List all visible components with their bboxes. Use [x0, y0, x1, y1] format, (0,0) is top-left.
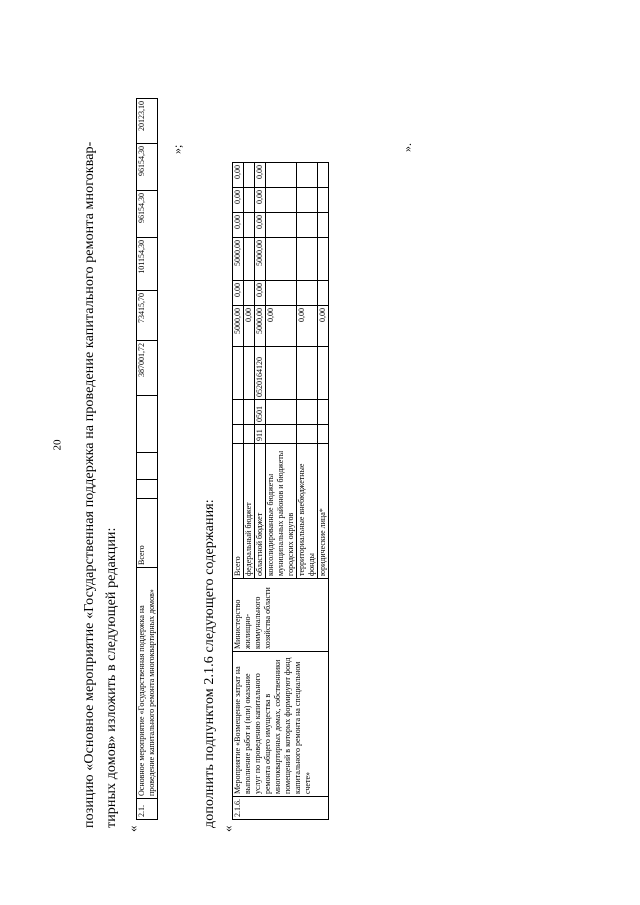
t2-csr-code: 0520164120 [255, 347, 266, 400]
table-row: федеральный бюджет 0,00 [244, 163, 255, 820]
table-position-2-1 [136, 98, 158, 820]
t2-ministry-code: 911 [255, 425, 266, 444]
t1-name: Основное мероприятие «Государственная поддержка на проведение капитального ремонта многоквартирных домов» [137, 568, 158, 799]
t1-source: Всего [137, 499, 158, 568]
t2-row-0-total: 5000,00 [233, 306, 244, 347]
t1-value-total: 387001,72 [137, 341, 158, 396]
quote-open-2: « [220, 825, 235, 832]
t2-row-2-source: областной бюджет [255, 444, 266, 579]
paragraph-2: дополнить подпунктом 2.1.6 следующего содержания: [202, 499, 217, 828]
t2-executor: Министерство жилищно-коммунального хозяйства области [233, 579, 329, 652]
rotated-page-content [72, 72, 572, 832]
table-row: консолидированные бюджеты муниципальных районов и бюджеты городских округов 0,00 [266, 163, 297, 820]
t1-value-2: 101154,30 [137, 238, 158, 291]
t2-row-4-source: территориальные внебюджетные фонды [297, 444, 318, 579]
table-row: территориальные внебюджетные фонды 0,00 [297, 163, 318, 820]
t2-num: 2.1.6. [233, 797, 329, 820]
t2-row-3-source: консолидированные бюджеты муниципальных районов и бюджеты городских округов [266, 444, 297, 579]
t1-value-3: 96154,30 [137, 191, 158, 238]
paragraph-1-line-1: позицию «Основное мероприятие «Государственная поддержка на проведение капитального ремонта многоквар- [82, 141, 97, 828]
t2-section-code: 0501 [255, 400, 266, 425]
page-number: 20 [51, 439, 64, 451]
paragraph-1-line-2: тирных домов» изложить в следующей редакции: [104, 527, 119, 828]
t2-row-0-source: Всего [233, 444, 244, 579]
t1-value-5: 20123,10 [137, 99, 158, 144]
t2-row-1-source: федеральный бюджет [244, 444, 255, 579]
t2-row-5-source: юридические лица* [318, 444, 329, 579]
t1-num: 2.1. [137, 799, 158, 820]
close-quote-1: »; [170, 144, 184, 154]
table-row: юридические лица* 0,00 [318, 163, 329, 820]
t1-value-1: 73415,70 [137, 291, 158, 341]
table-row: областной бюджет 911 0501 0520164120 5000,00 0,00 5000,00 0,00 0,00 0,00 [255, 163, 266, 820]
t1-value-4: 96154,30 [137, 144, 158, 191]
close-quote-2: ». [400, 143, 414, 152]
quote-open-1: « [125, 825, 140, 832]
t2-name: Мероприятие «Возмещение затрат на выполнение работ и (или) оказание услуг по проведению капитального ремонта общего имущества в многоквартирных домах, собственники помещений в которых формируют фонд капитального ремонта на специальном счете» [233, 652, 329, 797]
table-subitem-2-1-6: 2.1.6. Мероприятие «Возмещение затрат на выполнение работ и (или) оказание услуг по проведению капитального ремонта общего имущества в многоквартирных домах, собственники помещений в которых формируют фонд капитального ремонта на специальном счете» Министерство жилищно-коммунального хозяйства области Всего 5000,00 0,00 5000,00 0,00 0,00 0,00 федеральный бюджет 0,00 областной бюджет 911 0501 0520164120 5000,00 0,00 5000,00 0,00 0,00 0,00 консолидированные бюджеты муниципальных районов и бюджеты городских округов 0,00 территориальные внебюджетные фонды 0,00 юридические лица* 0,00 [232, 162, 329, 820]
